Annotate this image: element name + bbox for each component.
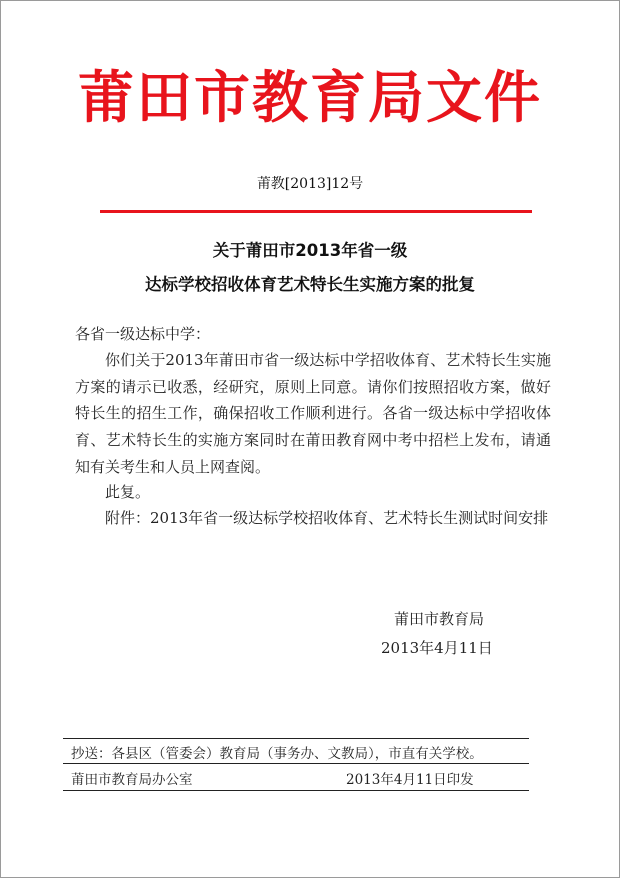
masthead-title: 莆田市教育局文件 <box>78 65 542 131</box>
cc-line: 抄送：各县区（管委会）教育局（事务办、文教局），市直有关学校。 <box>71 746 483 762</box>
footer-rule-bottom <box>63 790 529 791</box>
issuing-office: 莆田市教育局办公室 <box>71 772 193 788</box>
document-number: 莆教[2013]12号 <box>256 176 364 192</box>
print-date: 2013年4月11日印发 <box>346 772 474 788</box>
footer-rule-top <box>63 738 529 739</box>
attachment-note: 附件：2013年省一级达标学校招收体育、艺术特长生测试时间安排 <box>105 509 549 527</box>
footer-rule-middle <box>63 763 529 764</box>
salutation: 各省一级达标中学： <box>75 325 211 343</box>
body-paragraph: 你们关于2013年莆田市省一级达标中学招收体育、艺术特长生实施方案的请示已收悉，经研究，原则上同意。请你们按照招收方案，做好特长生的招生工作，确保招收工作顺利进行。各省一级达标中学招收体育、艺术特长生的实施方案同时在莆田教育网中考中招栏上发布，请通知有关考生和人员上网查阅。 <box>75 351 551 476</box>
signature-organization: 莆田市教育局 <box>394 610 485 628</box>
document-title-line-1: 关于莆田市2013年省一级 <box>212 241 408 260</box>
signature-date: 2013年4月11日 <box>381 639 493 657</box>
reply-text: 此复。 <box>105 483 151 501</box>
document-title-line-2: 达标学校招收体育艺术特长生实施方案的批复 <box>145 275 475 294</box>
red-divider <box>100 210 532 213</box>
